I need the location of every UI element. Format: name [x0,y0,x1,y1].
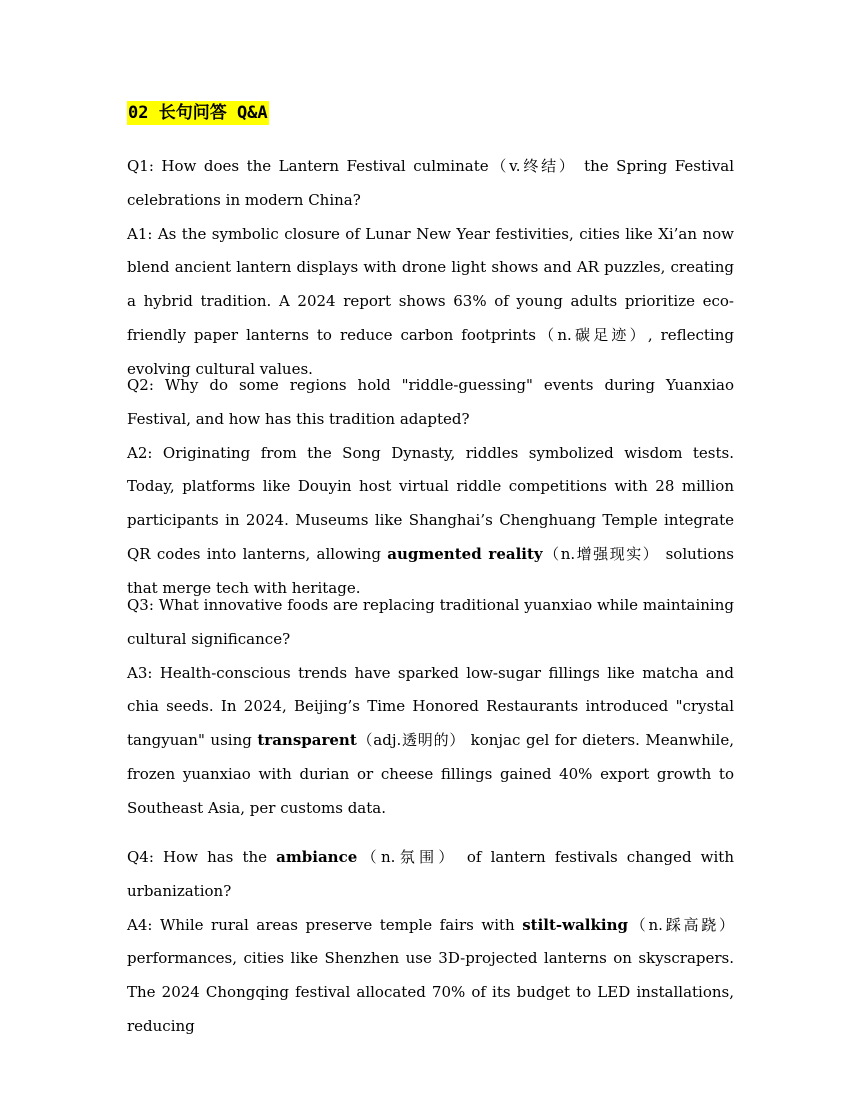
answer-1: A1: As the symbolic closure of Lunar New Year festivities, cities like Xi’an now blend ancient lantern displays with drone light shows and AR puzzles, creating a hybrid tradition. A 2024 report shows 63% of young adults prioritize eco-friendly paper lanterns to reduce carbon footprints（n.碳足迹）, reflecting evolving cultural values. [127,224,734,378]
qa-block-3 [127,589,734,826]
term-augmented-reality: augmented reality [387,544,543,563]
term-ambiance: ambiance [276,848,358,866]
question-4 [127,841,734,909]
question-4-text-a: Q4: How has the [127,848,277,866]
answer-2-text-b: （n.增强现实） solutions that merge tech with heritage. [127,544,734,597]
answer-3-text-a: A3: Health-conscious trends have sparked low-sugar fillings like matcha and chia seeds. In 2024, Beijing’s Time Honored Restaurants introduced "crystal tangyuan" using [127,663,734,750]
section-heading: 02 长句问答 Q&A [128,103,268,123]
answer-4 [127,909,734,1044]
answer-3 [127,657,734,826]
qa-block-1 [127,150,734,387]
answer-2 [127,437,734,606]
answer-4-text-b: （n.踩高跷） performances, cities like Shenzhen use 3D-projected lanterns on skyscrapers. The 2024 Chongqing festival allocated 70% of its budget to LED installations, reducing [127,915,734,1035]
answer-3-text-b: （adj.透明的） konjac gel for dieters. Meanwhile, frozen yuanxiao with durian or cheese fillings gained 40% export growth to Southeast Asia, per customs data. [127,731,734,817]
question-3: Q3: What innovative foods are replacing traditional yuanxiao while maintaining cultural significance? [127,596,734,648]
question-4-text-b: （n.氛围） of lantern festivals changed with urbanization? [127,848,734,900]
qa-block-4 [127,841,734,1044]
term-stilt-walking: stilt-walking [522,915,628,934]
answer-2-text-a: A2: Originating from the Song Dynasty, riddles symbolized wisdom tests. Today, platforms like Douyin host virtual riddle competitions with 28 million participants in 2024. Museums like Shanghai’s Chenghuang Temple integrate QR codes into lanterns, allowing [127,443,734,563]
question-2: Q2: Why do some regions hold "riddle-guessing" events during Yuanxiao Festival, and how has this tradition adapted? [127,376,734,428]
question-1: Q1: How does the Lantern Festival culminate（v.终结） the Spring Festival celebrations in modern China? [127,157,734,209]
answer-4-text-a: A4: While rural areas preserve temple fairs with [127,915,523,934]
qa-block-2 [127,369,734,606]
term-transparent: transparent [257,731,357,750]
